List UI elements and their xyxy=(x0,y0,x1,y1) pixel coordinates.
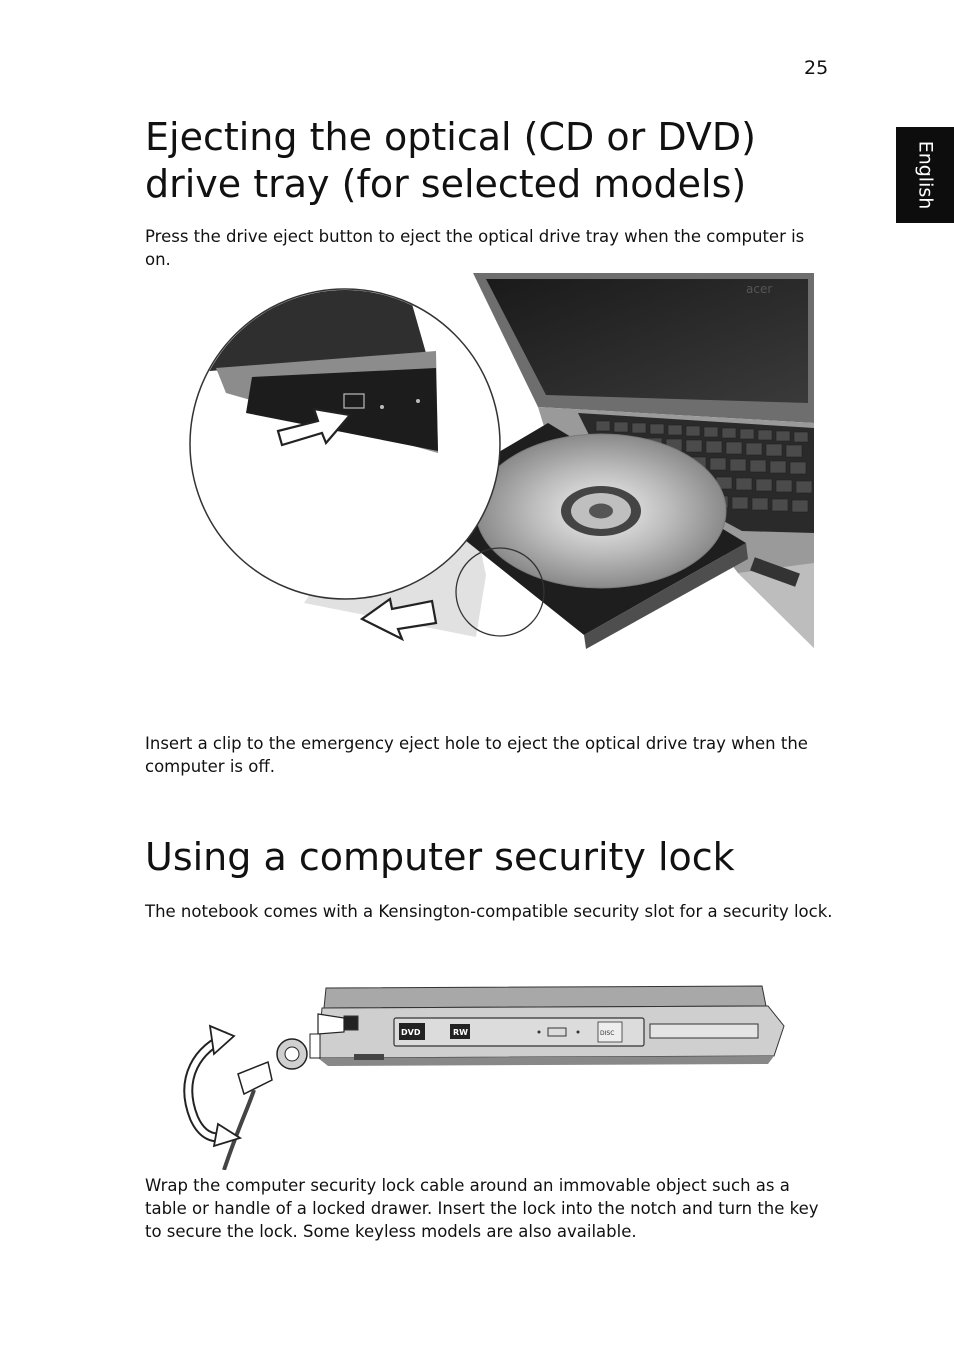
rw-logo: RW xyxy=(453,1028,468,1037)
language-tab-label: English xyxy=(914,140,937,210)
language-tab xyxy=(896,127,954,223)
optical-drive-illustration xyxy=(186,273,814,665)
svg-text:acer: acer xyxy=(746,282,773,296)
eject-instruction-on: Press the drive eject button to eject the optical drive tray when the computer is on. xyxy=(145,227,805,269)
section-title-security-lock: Using a computer security lock xyxy=(145,835,735,879)
security-lock-instructions: Wrap the computer security lock cable around an immovable object such as a table or handle of a locked drawer. Insert the lock into the notch and turn the key to secure the lock. Some keyless models are also available. xyxy=(145,1176,819,1241)
magnified-eject-button-view xyxy=(186,283,500,599)
laptop-screen xyxy=(473,273,814,423)
section-title-eject-line2: drive tray (for selected models) xyxy=(145,162,747,206)
cd-disc xyxy=(476,434,726,588)
section-title-eject-line1: Ejecting the optical (CD or DVD) xyxy=(145,115,756,159)
eject-instruction-off: Insert a clip to the emergency eject hole to eject the optical drive tray when the computer is off. xyxy=(145,734,808,776)
rotate-arrow-icon xyxy=(188,1026,240,1146)
dvd-logo: DVD xyxy=(401,1028,421,1037)
page-number: 25 xyxy=(804,57,829,79)
security-slot xyxy=(344,1016,358,1030)
disc-logo: DISC xyxy=(600,1030,615,1037)
security-slot-description: The notebook comes with a Kensington-compatible security slot for a security lock. xyxy=(145,902,833,921)
security-lock-illustration xyxy=(168,978,788,1170)
laptop-side-view xyxy=(318,986,784,1066)
section-title-eject xyxy=(145,114,845,208)
